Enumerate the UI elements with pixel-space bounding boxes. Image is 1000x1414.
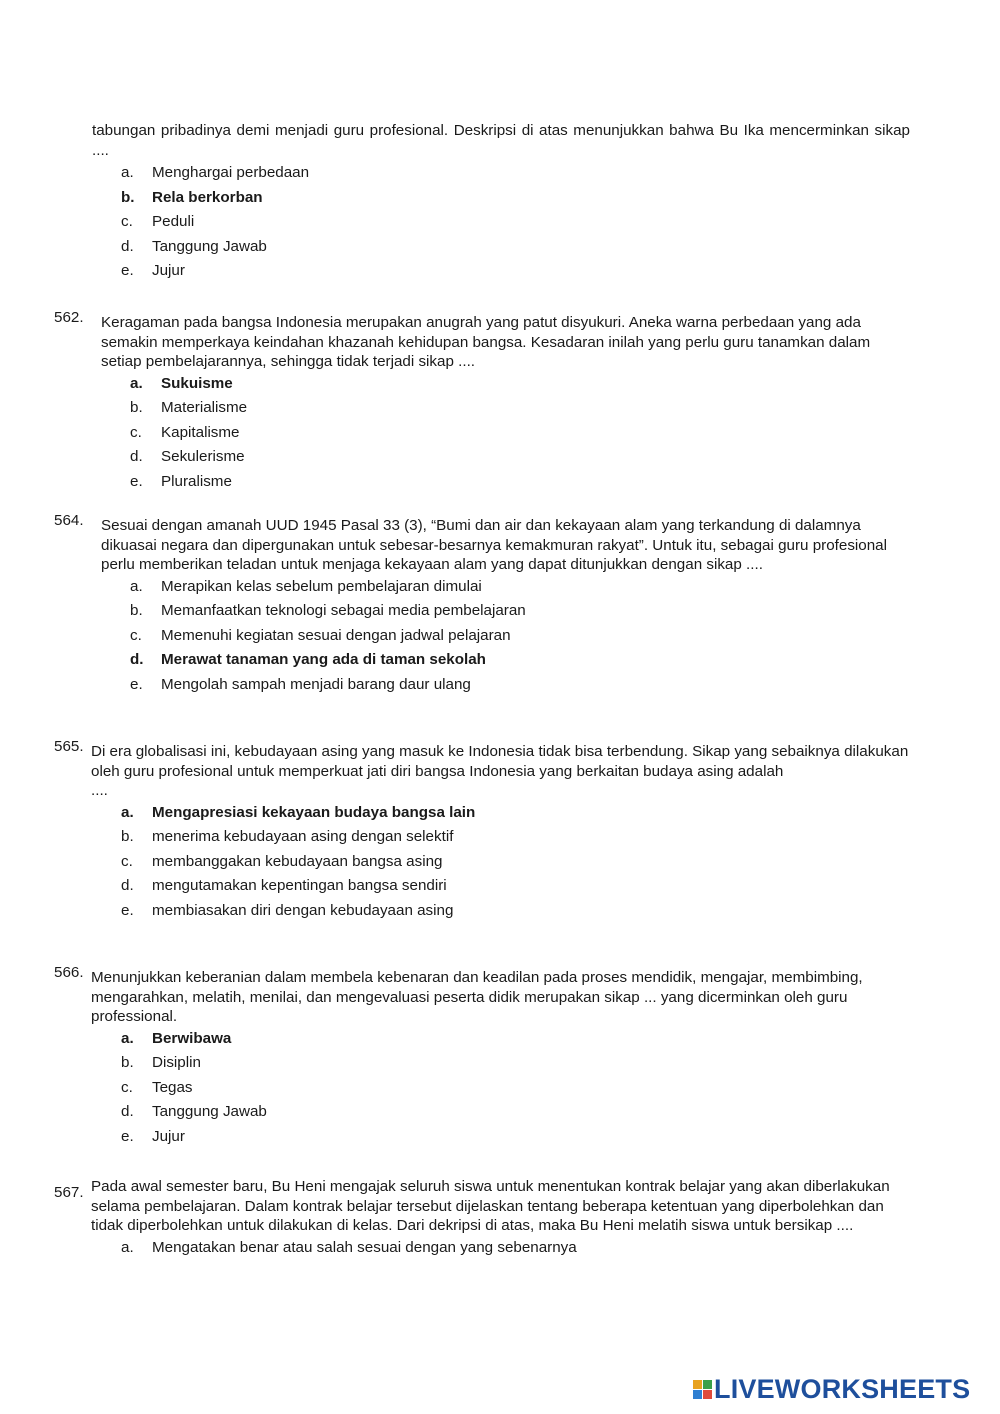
option-b [121, 186, 910, 211]
option-text: Jujur [152, 262, 185, 279]
option-letter: b. [121, 1054, 134, 1071]
option-text: Memanfaatkan teknologi sebagai media pembelajaran [161, 602, 526, 619]
option-text: Pluralisme [161, 472, 232, 490]
option-letter: e. [130, 675, 143, 693]
option-c [121, 210, 910, 235]
option-text: menerima kebudayaan asing dengan selektif [152, 828, 454, 845]
option-a [130, 575, 914, 600]
option-text: Tanggung Jawab [152, 237, 267, 255]
option-letter: c. [130, 423, 142, 441]
option-text: Mengatakan benar atau salah sesuai dengan yang sebenarnya [152, 1238, 577, 1256]
question-567 [54, 1177, 914, 1260]
option-text: membiasakan diri dengan kebudayaan asing [152, 901, 454, 919]
question-number: 565. [54, 738, 84, 755]
option-text: Merapikan kelas sebelum pembelajaran dimulai [161, 577, 482, 595]
option-text: Rela berkorban [152, 188, 263, 206]
option-b [121, 825, 914, 850]
question-number: 562. [54, 309, 84, 326]
option-text: Sukuisme [161, 374, 233, 392]
question-stem: Di era globalisasi ini, kebudayaan asing yang masuk ke Indonesia tidak bisa terbendung. Sikap yang sebaiknya dilakukan oleh guru profesional untuk memperkuat jati diri bangsa Indonesia yang berkaitan budaya asing adalah [91, 743, 909, 780]
option-letter: e. [121, 262, 134, 279]
option-text: Disiplin [152, 1054, 201, 1071]
question-stem-ellipsis: .... [91, 782, 108, 799]
question-stem: Menunjukkan keberanian dalam membela kebenaran dan keadilan pada proses mendidik, mengajar, membimbing, mengarahkan, melatih, menilai, dan mengevaluasi peserta didik merupakan sikap ... yang dicerminkan oleh guru professional. [91, 969, 863, 1025]
option-text: Peduli [152, 213, 195, 230]
option-letter: d. [121, 237, 134, 255]
liveworksheets-logo [693, 1374, 970, 1405]
option-letter: c. [130, 626, 142, 644]
option-text: Mengolah sampah menjadi barang daur ulang [161, 675, 471, 693]
option-letter: b. [130, 602, 143, 619]
option-letter: e. [121, 1127, 134, 1145]
option-e [121, 899, 914, 924]
option-letter: c. [121, 1078, 133, 1096]
option-letter: a. [130, 577, 143, 595]
logo-block [693, 1390, 702, 1399]
option-e [121, 259, 910, 284]
option-text: Tanggung Jawab [152, 1103, 267, 1120]
option-text: Kapitalisme [161, 423, 240, 441]
option-a [121, 1236, 914, 1261]
answer-options [121, 161, 910, 284]
option-letter: d. [130, 448, 143, 465]
option-letter: a. [121, 1029, 134, 1047]
option-letter: d. [130, 651, 144, 668]
option-c [130, 624, 914, 649]
option-a [130, 372, 914, 397]
option-letter: e. [130, 472, 143, 490]
option-c [121, 1076, 914, 1101]
question-number: 566. [54, 964, 84, 981]
option-text: Sekulerisme [161, 448, 245, 465]
logo-blocks-icon [693, 1380, 712, 1399]
logo-block [703, 1390, 712, 1399]
question-stem: Keragaman pada bangsa Indonesia merupakan anugrah yang patut disyukuri. Aneka warna perbedaan yang ada semakin memperkaya keindahan khazanah kehidupan bangsa. Kesadaran inilah yang perlu guru tanamkan dalam setiap pembelajarannya, sehingga tidak terjadi sikap .... [101, 314, 871, 370]
option-text: Berwibawa [152, 1029, 232, 1047]
option-letter: a. [121, 1238, 134, 1256]
option-text: Tegas [152, 1078, 193, 1096]
question-number: 567. [54, 1184, 84, 1201]
question-562 [54, 309, 914, 494]
option-text: Materialisme [161, 399, 248, 416]
option-b [121, 1051, 914, 1076]
logo-text: LIVEWORKSHEETS [714, 1374, 971, 1404]
option-a [121, 1027, 914, 1052]
answer-options [130, 575, 914, 698]
option-d [130, 648, 914, 673]
question-stem: Pada awal semester baru, Bu Heni mengajak seluruh siswa untuk menentukan kontrak belajar yang akan diberlakukan selama pembelajaran. Dalam kontrak belajar tersebut dijelaskan tentang beberapa ketentuan yang diperbolehkan dan tidak diperbolehkan untuk dilakukan di kelas. Dari dekripsi di atas, maka Bu Heni melatih siswa untuk bersikap .... [91, 1178, 890, 1234]
option-e [130, 673, 914, 698]
option-letter: a. [121, 164, 134, 181]
option-letter: b. [121, 828, 134, 845]
answer-options [130, 372, 914, 495]
option-a [121, 801, 914, 826]
option-letter: a. [121, 803, 134, 821]
option-letter: e. [121, 901, 134, 919]
option-e [130, 470, 914, 495]
option-e [121, 1125, 914, 1150]
option-text: Jujur [152, 1127, 185, 1145]
question-564 [54, 512, 914, 697]
question-stem: Sesuai dengan amanah UUD 1945 Pasal 33 (3), “Bumi dan air dan kekayaan alam yang terkandung di dalamnya dikuasai negara dan dipergunakan untuk sebesar-besarnya kemakmuran rakyat”. Untuk itu, sebagai guru profesional perlu memberikan teladan untuk menjaga kekayaan alam yang dapat ditunjukkan dengan sikap .... [101, 517, 887, 573]
logo-block [703, 1380, 712, 1389]
answer-options [121, 801, 914, 924]
option-letter: c. [121, 213, 133, 230]
option-b [130, 599, 914, 624]
question-566 [54, 964, 914, 1149]
option-letter: d. [121, 1103, 134, 1120]
option-letter: d. [121, 877, 134, 894]
option-text: mengutamakan kepentingan bangsa sendiri [152, 877, 447, 894]
logo-block [693, 1380, 702, 1389]
option-text: Memenuhi kegiatan sesuai dengan jadwal pelajaran [161, 626, 511, 644]
option-a [121, 161, 910, 186]
option-letter: a. [130, 374, 143, 392]
option-letter: b. [121, 188, 135, 206]
option-letter: b. [130, 399, 143, 416]
option-text: membanggakan kebudayaan bangsa asing [152, 852, 443, 870]
option-c [121, 850, 914, 875]
question-number: 564. [54, 512, 84, 529]
question-stem: tabungan pribadinya demi menjadi guru profesional. Deskripsi di atas menunjukkan bahwa Bu Ika mencerminkan sikap .... [92, 122, 910, 159]
question-561-continuation [92, 121, 910, 284]
option-d [121, 235, 910, 260]
question-565 [54, 738, 914, 923]
option-d [121, 1100, 914, 1125]
option-d [130, 445, 914, 470]
option-d [121, 874, 914, 899]
option-b [130, 396, 914, 421]
answer-options [121, 1027, 914, 1150]
option-text: Menghargai perbedaan [152, 164, 310, 181]
option-text: Merawat tanaman yang ada di taman sekolah [161, 651, 486, 668]
answer-options [121, 1236, 914, 1261]
option-c [130, 421, 914, 446]
option-text: Mengapresiasi kekayaan budaya bangsa lain [152, 803, 476, 821]
option-letter: c. [121, 852, 133, 870]
